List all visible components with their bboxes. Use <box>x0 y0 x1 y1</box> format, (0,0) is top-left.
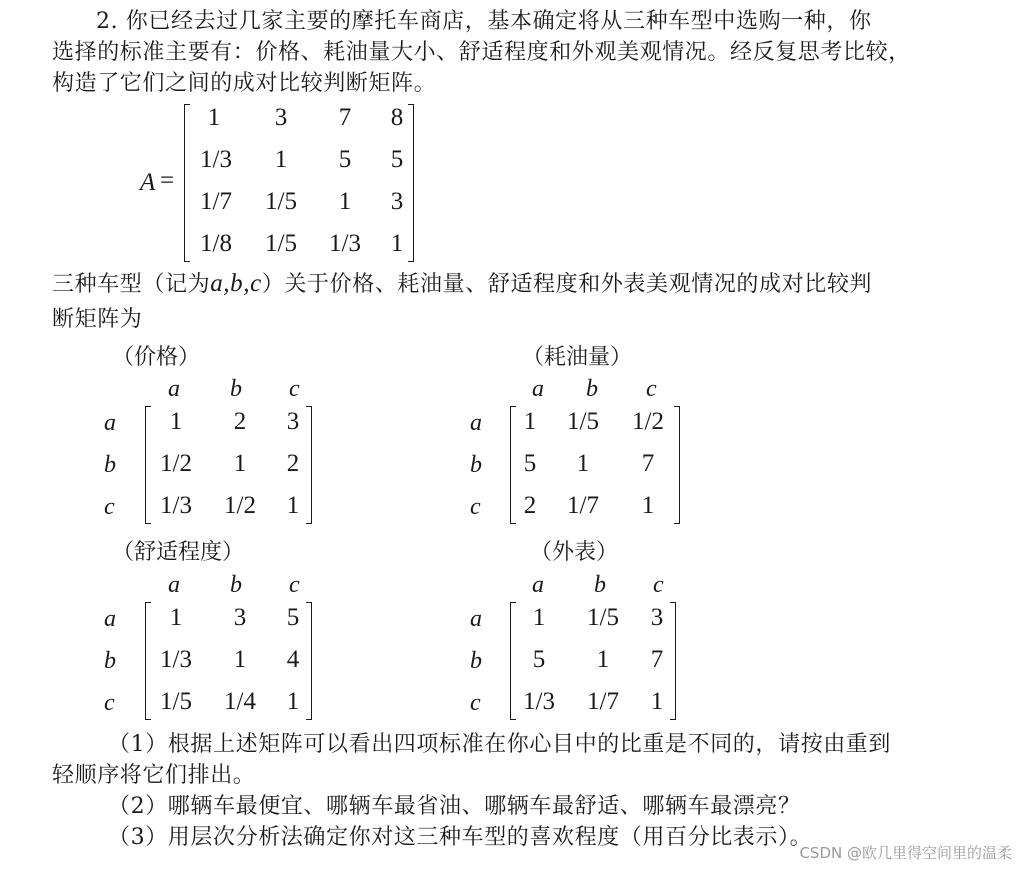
matrix-a-cell: 1/7 <box>200 188 232 215</box>
intro-line-2: 选择的标准主要有：价格、耗油量大小、舒适程度和外观美观情况。经反复思考比较， <box>52 40 911 65</box>
matrix-fuel-title: （耗油量） <box>522 345 633 370</box>
matrix-comfort-row-a: a <box>104 606 116 632</box>
matrix-appearance-cell: 7 <box>650 646 664 673</box>
question-2: （2）哪辆车最便宜、哪辆车最省油、哪辆车最舒适、哪辆车最漂亮？ <box>108 794 801 819</box>
matrix-price-cell: 1 <box>233 450 247 477</box>
matrix-comfort-cell: 1/3 <box>160 646 192 673</box>
matrix-appearance-cell: 1/3 <box>523 688 555 715</box>
matrix-a-cell: 5 <box>338 146 352 173</box>
matrix-appearance-cell: 1/7 <box>587 688 619 715</box>
middle-line-1-before: 三种车型（记为 <box>52 272 211 297</box>
matrix-comfort-cell: 5 <box>286 604 300 631</box>
matrix-a-cell: 1/8 <box>200 230 232 257</box>
matrix-fuel-cell: 1/2 <box>632 408 664 435</box>
matrix-fuel-cell: 1/7 <box>567 492 599 519</box>
matrix-a-cell: 8 <box>390 104 404 131</box>
middle-line-1 <box>52 270 872 298</box>
matrix-price-cell: 1 <box>169 408 183 435</box>
matrix-price-cell: 1 <box>286 492 300 519</box>
matrix-appearance-col-c: c <box>653 572 664 598</box>
matrix-fuel-col-c: c <box>646 376 657 402</box>
matrix-price-col-a: a <box>168 376 180 402</box>
matrix-fuel-row-a: a <box>470 410 482 436</box>
matrix-price-col-b: b <box>230 376 242 402</box>
matrix-price-row-b: b <box>104 452 116 478</box>
matrix-comfort-cell: 4 <box>286 646 300 673</box>
question-3: （3）用层次分析法确定你对这三种车型的喜欢程度（用百分比表示）。 <box>108 825 813 850</box>
matrix-fuel-cell: 7 <box>641 450 655 477</box>
matrix-price-row-c: c <box>104 494 115 520</box>
matrix-a-cell: 3 <box>274 104 288 131</box>
matrix-fuel-col-b: b <box>586 376 598 402</box>
matrix-comfort-cell: 1/4 <box>224 688 256 715</box>
matrix-fuel-cell: 1 <box>641 492 655 519</box>
intro-line-3: 构造了它们之间的成对比较判断矩阵。 <box>52 71 437 96</box>
matrix-price-cell: 2 <box>233 408 247 435</box>
matrix-a-cell: 7 <box>338 104 352 131</box>
matrix-a-cell: 1/3 <box>329 230 361 257</box>
matrix-price-cell: 1/2 <box>224 492 256 519</box>
matrix-price-col-c: c <box>289 376 300 402</box>
matrix-price-left-bracket <box>145 406 151 524</box>
matrix-a-cell: 1 <box>338 188 352 215</box>
matrix-comfort-col-a: a <box>168 572 180 598</box>
matrix-appearance-col-a: a <box>532 572 544 598</box>
matrix-comfort-cell: 1 <box>286 688 300 715</box>
matrix-comfort-row-c: c <box>104 690 115 716</box>
matrix-price-cell: 1/2 <box>160 450 192 477</box>
matrix-comfort-left-bracket <box>145 602 151 720</box>
matrix-appearance-col-b: b <box>594 572 606 598</box>
matrix-appearance-cell: 1 <box>596 646 610 673</box>
middle-line-2: 断矩阵为 <box>52 307 143 332</box>
matrix-appearance-left-bracket <box>510 602 516 720</box>
matrix-a-cell: 1 <box>390 230 404 257</box>
matrix-comfort-row-b: b <box>104 648 116 674</box>
matrix-comfort-cell: 1/5 <box>160 688 192 715</box>
matrix-price-title: （价格） <box>112 345 201 370</box>
matrix-comfort-cell: 3 <box>233 604 247 631</box>
matrix-a-cell: 3 <box>390 188 404 215</box>
matrix-a-right-bracket <box>408 104 414 262</box>
middle-line-1-after: ）关于价格、耗油量、舒适程度和外表美观情况的成对比较判 <box>261 272 873 297</box>
matrix-a-cell: 5 <box>390 146 404 173</box>
matrix-appearance-right-bracket <box>670 602 676 720</box>
matrix-price-cell: 2 <box>286 450 300 477</box>
matrix-fuel-right-bracket <box>674 406 680 524</box>
matrix-fuel-row-b: b <box>470 452 482 478</box>
matrix-comfort-cell: 1 <box>233 646 247 673</box>
question-1-line-2: 轻顺序将它们排出。 <box>52 763 256 788</box>
matrix-appearance-row-c: c <box>470 690 481 716</box>
matrix-appearance-cell: 1/5 <box>587 604 619 631</box>
matrix-fuel-left-bracket <box>510 406 516 524</box>
matrix-comfort-col-c: c <box>289 572 300 598</box>
matrix-appearance-cell: 1 <box>650 688 664 715</box>
matrix-a-equals: = <box>160 167 175 194</box>
matrix-price-cell: 1/3 <box>160 492 192 519</box>
matrix-fuel-col-a: a <box>532 376 544 402</box>
matrix-fuel-cell: 5 <box>523 450 537 477</box>
question-1-line-1: （1）根据上述矩阵可以看出四项标准在你心目中的比重是不同的，请按由重到 <box>108 732 891 757</box>
matrix-comfort-right-bracket <box>306 602 312 720</box>
matrix-fuel-cell: 1 <box>576 450 590 477</box>
matrix-appearance-row-a: a <box>470 606 482 632</box>
csdn-watermark: CSDN @欧几里得空间里的温柔 <box>799 844 1012 862</box>
matrix-comfort-cell: 1 <box>169 604 183 631</box>
matrix-comfort-title: （舒适程度） <box>112 540 245 565</box>
matrix-appearance-cell: 1 <box>532 604 546 631</box>
matrix-a-cell: 1/3 <box>200 146 232 173</box>
matrix-a-cell: 1 <box>274 146 288 173</box>
matrix-a-cell: 1 <box>207 104 221 131</box>
matrix-a-cell: 1/5 <box>265 230 297 257</box>
matrix-price-row-a: a <box>104 410 116 436</box>
matrix-price-cell: 3 <box>286 408 300 435</box>
matrix-a-cell: 1/5 <box>265 188 297 215</box>
matrix-appearance-cell: 5 <box>532 646 546 673</box>
matrix-a-name: A <box>140 169 156 196</box>
matrix-comfort-col-b: b <box>230 572 242 598</box>
car-type-vars: a,b,c <box>210 270 262 297</box>
matrix-appearance-row-b: b <box>470 648 482 674</box>
matrix-a-left-bracket <box>184 104 190 262</box>
matrix-price-right-bracket <box>306 406 312 524</box>
matrix-fuel-cell: 1 <box>523 408 537 435</box>
matrix-fuel-cell: 1/5 <box>567 408 599 435</box>
matrix-appearance-title: （外表） <box>530 540 619 565</box>
matrix-fuel-cell: 2 <box>523 492 537 519</box>
matrix-fuel-row-c: c <box>470 494 481 520</box>
intro-line-1: 2. 你已经去过几家主要的摩托车商店，基本确定将从三种车型中选购一种，你 <box>96 9 872 34</box>
matrix-appearance-cell: 3 <box>650 604 664 631</box>
